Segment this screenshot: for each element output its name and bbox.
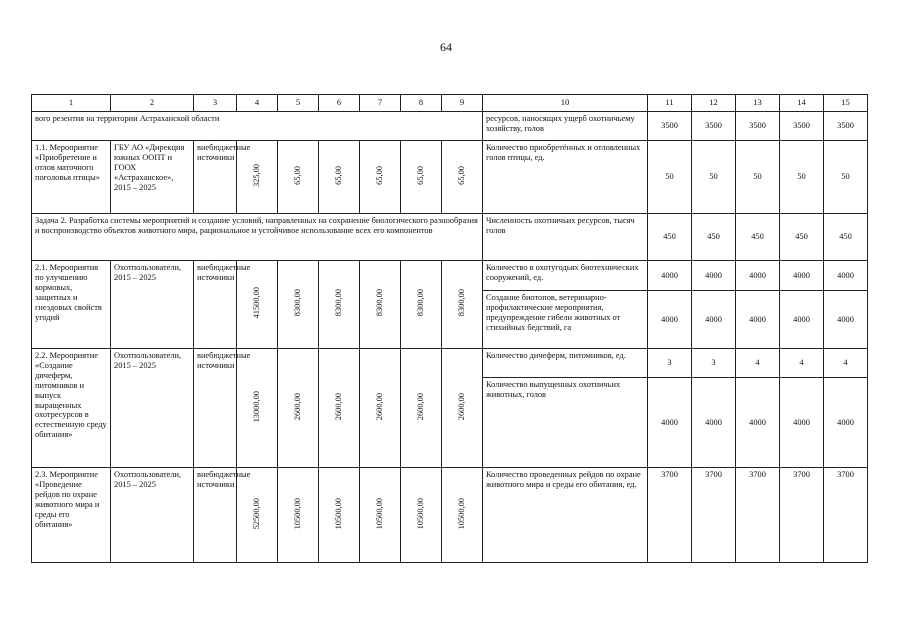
value-cell: 4000: [736, 291, 780, 349]
funding-cell: 2600,00: [401, 349, 442, 468]
funding-cell: 8300,00: [442, 261, 483, 349]
value-cell: 4: [824, 349, 868, 378]
value-cell: 4000: [780, 291, 824, 349]
value-cell: 3500: [780, 112, 824, 141]
table-row: [32, 141, 868, 214]
table-row: [32, 112, 868, 141]
col-header: 9: [442, 95, 483, 112]
value-cell: 50: [824, 141, 868, 214]
value-cell: 4000: [648, 378, 692, 468]
value-cell: 3700: [824, 468, 868, 563]
funding-cell: 65,00: [278, 141, 319, 214]
funding-cell: 2600,00: [278, 349, 319, 468]
funding-cell: 2600,00: [319, 349, 360, 468]
funding-cell: 8300,00: [360, 261, 401, 349]
value-cell: 4000: [692, 261, 736, 291]
funding-source: внебюджетные источники: [194, 261, 237, 349]
value-cell: 3700: [692, 468, 736, 563]
funding-cell: 10500,00: [360, 468, 401, 563]
col-header: 3: [194, 95, 237, 112]
value-cell: 4000: [824, 378, 868, 468]
value-cell: 3700: [648, 468, 692, 563]
col-header: 12: [692, 95, 736, 112]
col-header: 8: [401, 95, 442, 112]
funding-cell: 41500,00: [237, 261, 278, 349]
col-header: 4: [237, 95, 278, 112]
task-text: Задача 2. Разработка системы мероприятий и создание условий, направленных на сохранение биологического разнообразия и воспроизводство объектов животного мира, рациональное и устойчивое использование всех его компонентов: [32, 214, 483, 261]
value-cell: 3700: [736, 468, 780, 563]
indicator-text: Создание биотопов, ветеринарно-профилактические мероприятия, предупреждение гибели животных от стихийных бедствий, га: [483, 291, 648, 349]
funding-source: внебюджетные источники: [194, 349, 237, 468]
page-number: 64: [440, 40, 452, 54]
table-row: [32, 261, 868, 291]
funding-cell: 65,00: [319, 141, 360, 214]
funding-cell: 65,00: [401, 141, 442, 214]
table-row: [32, 349, 868, 378]
col-header: 7: [360, 95, 401, 112]
funding-cell: 10500,00: [278, 468, 319, 563]
value-cell: 450: [648, 214, 692, 261]
funding-source: внебюджетные источники: [194, 468, 237, 563]
funding-cell: 325,00: [237, 141, 278, 214]
indicator-text: Количество проведенных рейдов по охране животного мира и среды его обитания, ед.: [483, 468, 648, 563]
value-cell: 3500: [736, 112, 780, 141]
indicator-text: Количество в охотугодьях биотехнических сооружений, ед.: [483, 261, 648, 291]
table-row: [32, 468, 868, 563]
indicator-text: Количество приобретённых и отловленных голов птицы, ед.: [483, 141, 648, 214]
indicator-text: Количество дичеферм, питомников, ед.: [483, 349, 648, 378]
executor-text: Охотпользователи, 2015 – 2025: [111, 261, 194, 349]
value-cell: 450: [780, 214, 824, 261]
value-cell: 4000: [736, 378, 780, 468]
executor-text: Охотпользователи, 2015 – 2025: [111, 349, 194, 468]
col-header: 1: [32, 95, 111, 112]
value-cell: 4000: [824, 261, 868, 291]
value-cell: 4: [780, 349, 824, 378]
col-header: 10: [483, 95, 648, 112]
funding-cell: 8300,00: [401, 261, 442, 349]
value-cell: 450: [692, 214, 736, 261]
funding-cell: 8300,00: [278, 261, 319, 349]
header-row: [32, 95, 868, 112]
col-header: 6: [319, 95, 360, 112]
col-header: 2: [111, 95, 194, 112]
funding-cell: 10500,00: [319, 468, 360, 563]
col-header: 14: [780, 95, 824, 112]
value-cell: 4000: [692, 291, 736, 349]
value-cell: 50: [648, 141, 692, 214]
col-header: 13: [736, 95, 780, 112]
value-cell: 4000: [648, 261, 692, 291]
value-cell: 4000: [736, 261, 780, 291]
indicator-text: ресурсов, наносящих ущерб охотничьему хозяйству, голов: [483, 112, 648, 141]
value-cell: 4000: [780, 261, 824, 291]
col-header: 11: [648, 95, 692, 112]
value-cell: 3: [692, 349, 736, 378]
value-cell: 3500: [824, 112, 868, 141]
activity-name: 2.1. Мероприятия по улучшению кормовых, защитных и гнездовых свойств угодий: [32, 261, 111, 349]
funding-cell: 65,00: [442, 141, 483, 214]
value-cell: 3500: [648, 112, 692, 141]
value-cell: 3700: [780, 468, 824, 563]
executor-text: Охотпользователи, 2015 – 2025: [111, 468, 194, 563]
funding-source: внебюджетные источники: [194, 141, 237, 214]
program-table: [31, 94, 868, 563]
value-cell: 4000: [780, 378, 824, 468]
value-cell: 4000: [692, 378, 736, 468]
value-cell: 450: [824, 214, 868, 261]
activity-name: 2.2. Мероприятие «Создание дичеферм, питомников и выпуск выращенных охотресурсов в естественную среду обитания»: [32, 349, 111, 468]
indicator-text: Численность охотничьих ресурсов, тысяч голов: [483, 214, 648, 261]
funding-cell: 2600,00: [360, 349, 401, 468]
funding-cell: 52500,00: [237, 468, 278, 563]
value-cell: 50: [692, 141, 736, 214]
table-row: [32, 214, 868, 261]
col-header: 5: [278, 95, 319, 112]
col-header: 15: [824, 95, 868, 112]
value-cell: 4000: [648, 291, 692, 349]
value-cell: 4: [736, 349, 780, 378]
funding-cell: 13000,00: [237, 349, 278, 468]
funding-cell: 8300,00: [319, 261, 360, 349]
value-cell: 3: [648, 349, 692, 378]
value-cell: 4000: [824, 291, 868, 349]
funding-cell: 10500,00: [401, 468, 442, 563]
value-cell: 50: [780, 141, 824, 214]
funding-cell: 2600,00: [442, 349, 483, 468]
task-text: вого резентия на территории Астраханской области: [32, 112, 483, 141]
value-cell: 3500: [692, 112, 736, 141]
funding-cell: 10500,00: [442, 468, 483, 563]
value-cell: 50: [736, 141, 780, 214]
activity-name: 2.3. Мероприятие «Проведение рейдов по охране животного мира и среды его обитания»: [32, 468, 111, 563]
indicator-text: Количество выпущенных охотничьих животных, голов: [483, 378, 648, 468]
activity-name: 1.1. Мероприятие «Приобретение и отлов маточного поголовья птицы»: [32, 141, 111, 214]
value-cell: 450: [736, 214, 780, 261]
executor-text: ГБУ АО «Дирекция южных ООПТ и ГООХ «Астраханское», 2015 – 2025: [111, 141, 194, 214]
funding-cell: 65,00: [360, 141, 401, 214]
